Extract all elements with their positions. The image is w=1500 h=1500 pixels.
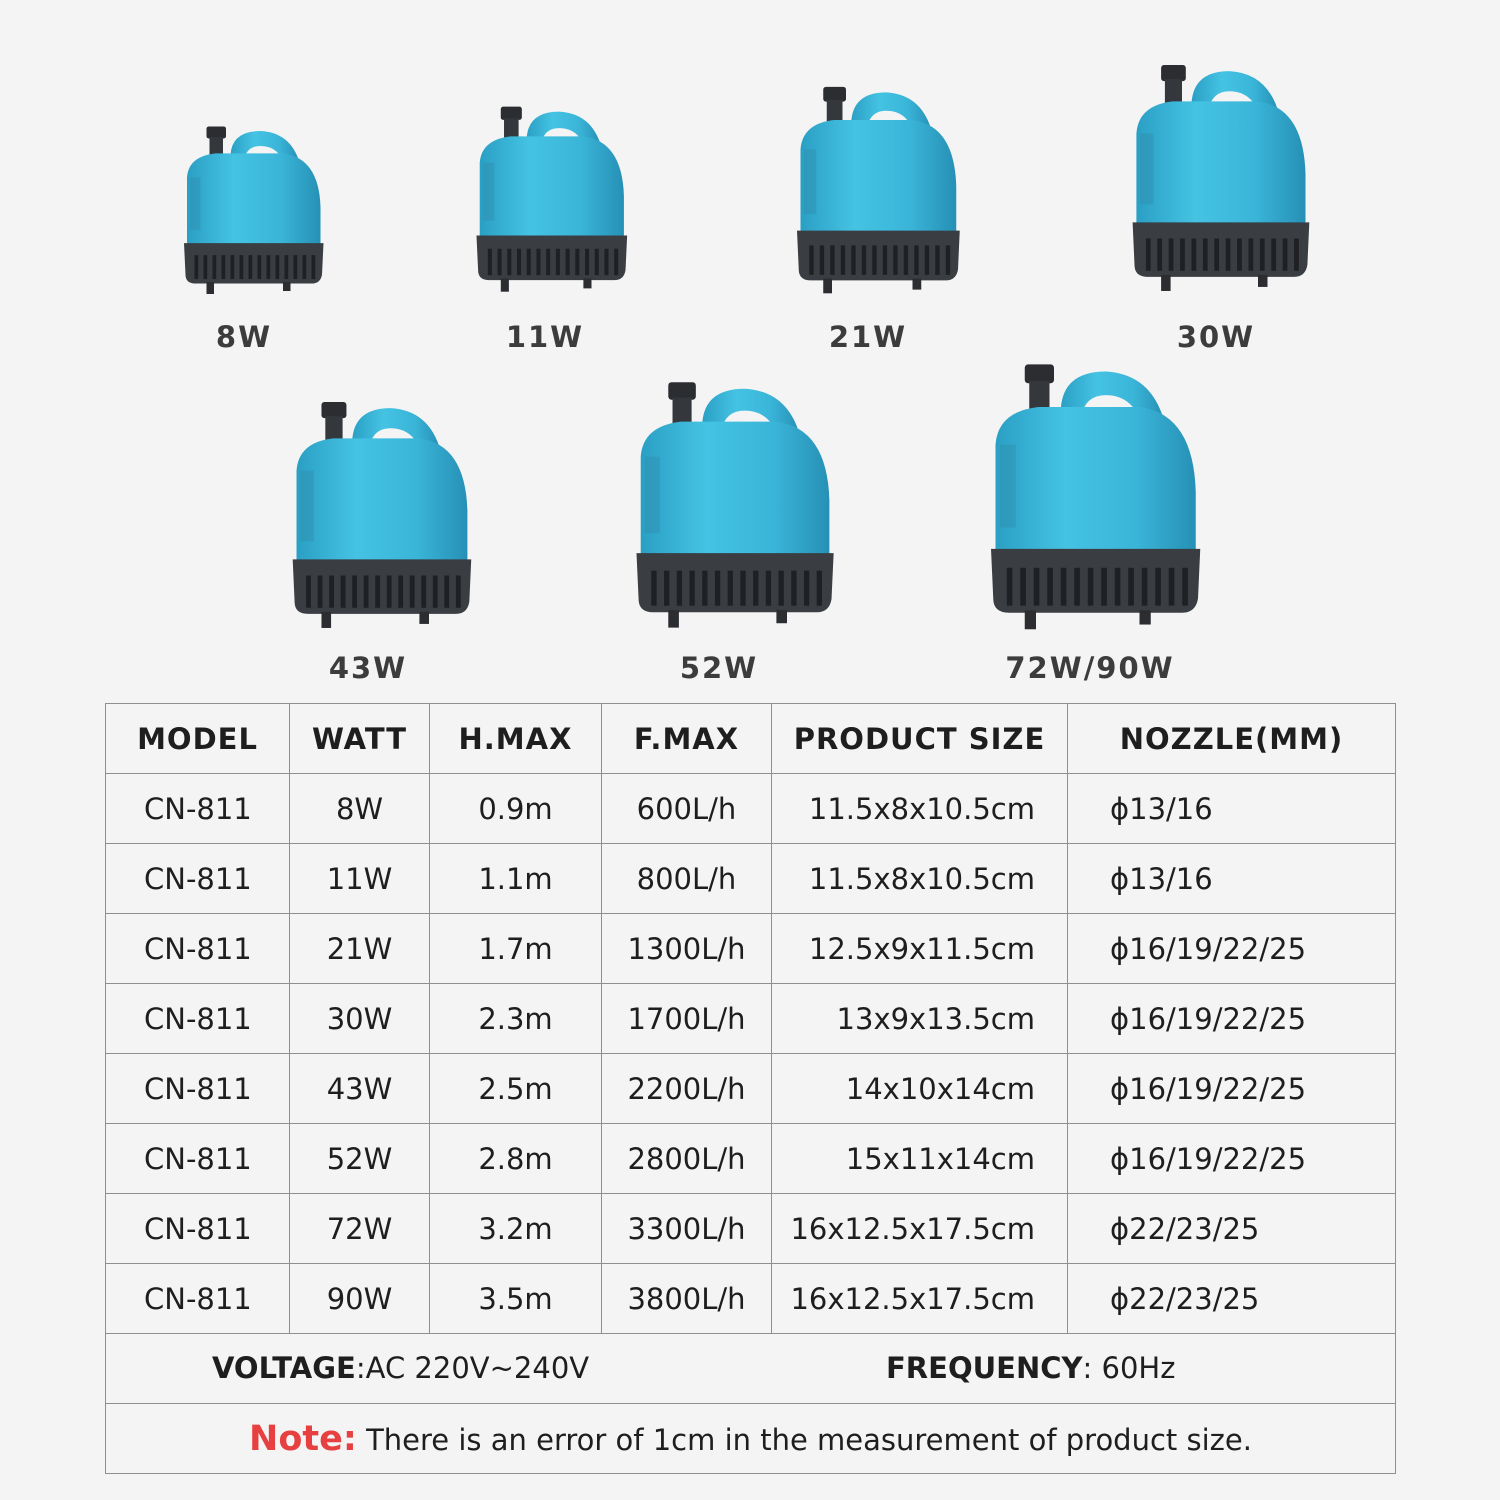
- cell-hmax: 1.7m: [430, 914, 602, 984]
- cell-size: 12.5x9x11.5cm: [772, 914, 1068, 984]
- cell-size: 11.5x8x10.5cm: [772, 844, 1068, 914]
- cell-fmax: 3300L/h: [602, 1194, 772, 1264]
- pump-image-8w: [178, 125, 328, 297]
- frequency-spec: [886, 1351, 1175, 1385]
- voltage-label: VOLTAGE: [212, 1351, 356, 1385]
- table-row: [106, 774, 1396, 844]
- cell-size: 14x10x14cm: [772, 1054, 1068, 1124]
- power-info-row: [106, 1334, 1396, 1404]
- frequency-value: : 60Hz: [1082, 1351, 1176, 1385]
- header-product-size: PRODUCT SIZE: [772, 704, 1068, 774]
- pump-label-30w: 30W: [1176, 320, 1256, 354]
- pump-label-8w: 8W: [215, 320, 273, 354]
- cell-watt: 43W: [290, 1054, 430, 1124]
- cell-hmax: 0.9m: [430, 774, 602, 844]
- header-model: MODEL: [106, 704, 290, 774]
- cell-model: CN-811: [106, 1194, 290, 1264]
- header-nozzle: NOZZLE(MM): [1068, 704, 1396, 774]
- cell-watt: 90W: [290, 1264, 430, 1334]
- cell-model: CN-811: [106, 774, 290, 844]
- cell-size: 11.5x8x10.5cm: [772, 774, 1068, 844]
- note-cell: [106, 1404, 1396, 1474]
- cell-model: CN-811: [106, 1264, 290, 1334]
- cell-hmax: 2.3m: [430, 984, 602, 1054]
- cell-fmax: 800L/h: [602, 844, 772, 914]
- cell-nozzle: ϕ16/19/22/25: [1068, 914, 1396, 984]
- spec-table: [105, 703, 1396, 1474]
- power-info-cell: [106, 1334, 1396, 1404]
- voltage-value: :AC 220V~240V: [355, 1351, 590, 1385]
- cell-watt: 21W: [290, 914, 430, 984]
- cell-nozzle: ϕ16/19/22/25: [1068, 1054, 1396, 1124]
- table-header-row: [106, 704, 1396, 774]
- pump-label-43w: 43W: [328, 651, 408, 685]
- cell-nozzle: ϕ13/16: [1068, 844, 1396, 914]
- pump-image-43w: [285, 400, 477, 632]
- cell-size: 15x11x14cm: [772, 1124, 1068, 1194]
- cell-fmax: 3800L/h: [602, 1264, 772, 1334]
- pump-label-21w: 21W: [828, 320, 908, 354]
- voltage-spec: [212, 1351, 589, 1385]
- cell-watt: 30W: [290, 984, 430, 1054]
- cell-fmax: 2800L/h: [602, 1124, 772, 1194]
- note-row: [106, 1404, 1396, 1474]
- cell-watt: 11W: [290, 844, 430, 914]
- cell-fmax: 2200L/h: [602, 1054, 772, 1124]
- cell-watt: 52W: [290, 1124, 430, 1194]
- cell-nozzle: ϕ13/16: [1068, 774, 1396, 844]
- pump-image-11w: [470, 105, 632, 295]
- table-row: [106, 1054, 1396, 1124]
- cell-size: 16x12.5x17.5cm: [772, 1264, 1068, 1334]
- cell-fmax: 600L/h: [602, 774, 772, 844]
- pump-image-52w: [628, 380, 840, 632]
- table-row: [106, 914, 1396, 984]
- table-row: [106, 1124, 1396, 1194]
- cell-nozzle: ϕ16/19/22/25: [1068, 1124, 1396, 1194]
- pump-image-72w-90w: [982, 362, 1207, 634]
- cell-hmax: 2.8m: [430, 1124, 602, 1194]
- cell-size: 16x12.5x17.5cm: [772, 1194, 1068, 1264]
- cell-hmax: 3.2m: [430, 1194, 602, 1264]
- cell-hmax: 3.5m: [430, 1264, 602, 1334]
- header-fmax: F.MAX: [602, 704, 772, 774]
- cell-hmax: 1.1m: [430, 844, 602, 914]
- cell-model: CN-811: [106, 1124, 290, 1194]
- pump-label-11w: 11W: [505, 320, 585, 354]
- cell-nozzle: ϕ22/23/25: [1068, 1264, 1396, 1334]
- cell-hmax: 2.5m: [430, 1054, 602, 1124]
- cell-fmax: 1700L/h: [602, 984, 772, 1054]
- header-hmax: H.MAX: [430, 704, 602, 774]
- cell-model: CN-811: [106, 844, 290, 914]
- pump-label-52w: 52W: [679, 651, 759, 685]
- pump-image-30w: [1125, 63, 1315, 295]
- cell-model: CN-811: [106, 1054, 290, 1124]
- cell-watt: 72W: [290, 1194, 430, 1264]
- table-row: [106, 1194, 1396, 1264]
- cell-nozzle: ϕ22/23/25: [1068, 1194, 1396, 1264]
- cell-model: CN-811: [106, 914, 290, 984]
- table-row: [106, 844, 1396, 914]
- table-row: [106, 984, 1396, 1054]
- header-watt: WATT: [290, 704, 430, 774]
- cell-watt: 8W: [290, 774, 430, 844]
- note-text: There is an error of 1cm in the measurement of product size.: [356, 1422, 1252, 1457]
- frequency-label: FREQUENCY: [886, 1351, 1083, 1385]
- note-label: Note:: [249, 1418, 357, 1459]
- pump-image-21w: [790, 85, 965, 297]
- cell-model: CN-811: [106, 984, 290, 1054]
- pump-label-72w-90w: 72W/90W: [1005, 651, 1175, 685]
- cell-size: 13x9x13.5cm: [772, 984, 1068, 1054]
- table-row: [106, 1264, 1396, 1334]
- cell-nozzle: ϕ16/19/22/25: [1068, 984, 1396, 1054]
- cell-fmax: 1300L/h: [602, 914, 772, 984]
